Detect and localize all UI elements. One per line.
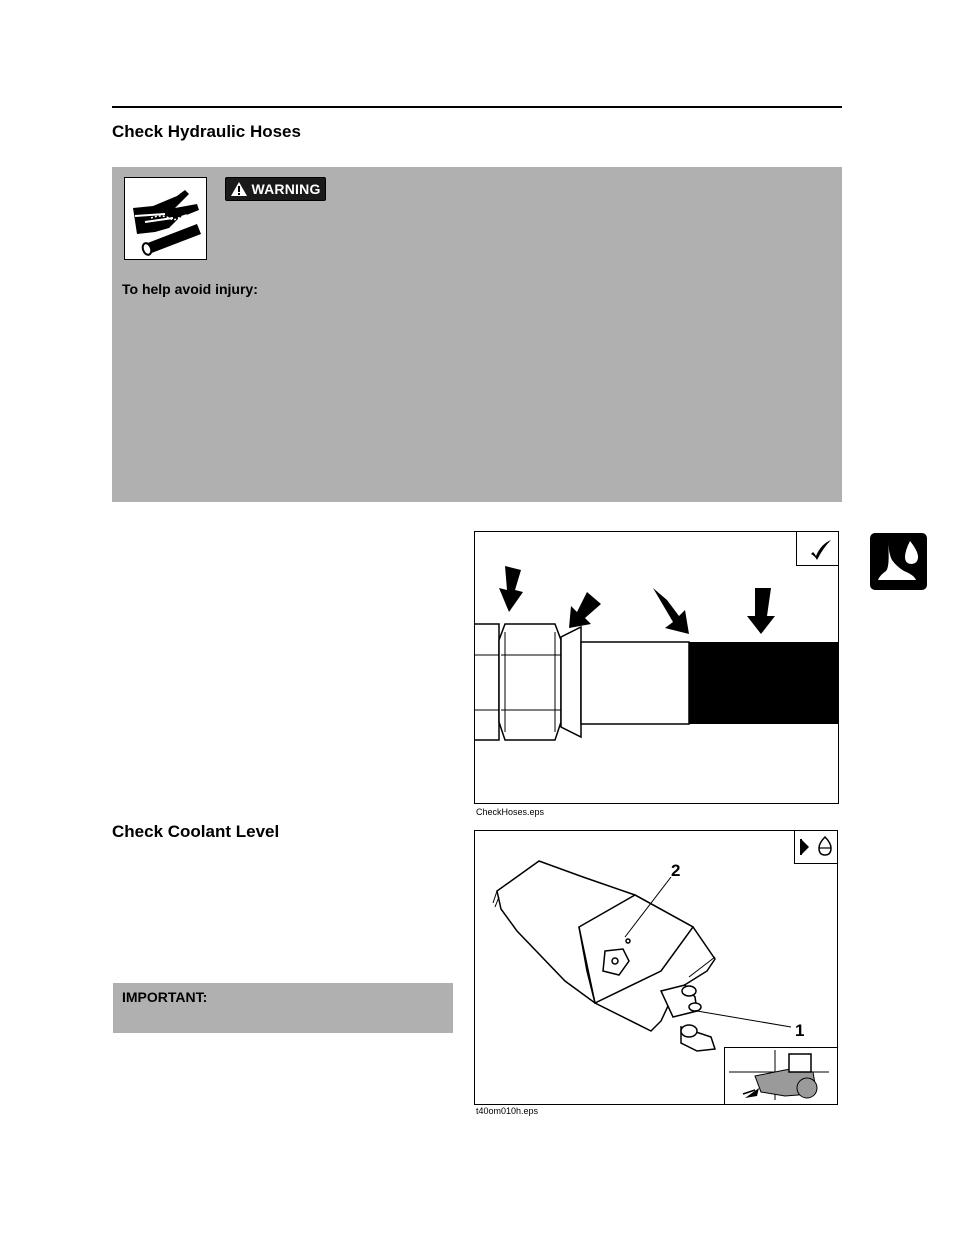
callout-2: 2 — [671, 861, 681, 880]
hand-injection-hazard-icon — [124, 177, 207, 260]
warning-badge — [225, 177, 326, 201]
warning-triangle-icon — [230, 181, 248, 197]
fluids-drops-icon — [870, 533, 927, 590]
important-label: IMPORTANT: — [122, 989, 208, 1005]
header-rule — [112, 106, 842, 108]
check-mark-icon — [796, 532, 838, 566]
warning-lead-text: To help avoid injury: — [122, 281, 258, 297]
warning-box — [112, 167, 842, 502]
figure-caption-coolant: t40om010h.eps — [476, 1106, 539, 1116]
coolant-level-icon — [794, 831, 837, 864]
figure-check-hoses — [474, 531, 839, 804]
figure-coolant-reservoir — [474, 830, 838, 1105]
section-title-coolant-level: Check Coolant Level — [112, 822, 280, 841]
figure-caption-hoses: CheckHoses.eps — [476, 807, 545, 817]
tractor-location-inset — [724, 1047, 837, 1104]
warning-badge-label: WARNING — [251, 181, 321, 197]
section-title-hydraulic-hoses: Check Hydraulic Hoses — [112, 122, 301, 141]
important-box — [113, 983, 453, 1033]
callout-1: 1 — [795, 1021, 805, 1040]
